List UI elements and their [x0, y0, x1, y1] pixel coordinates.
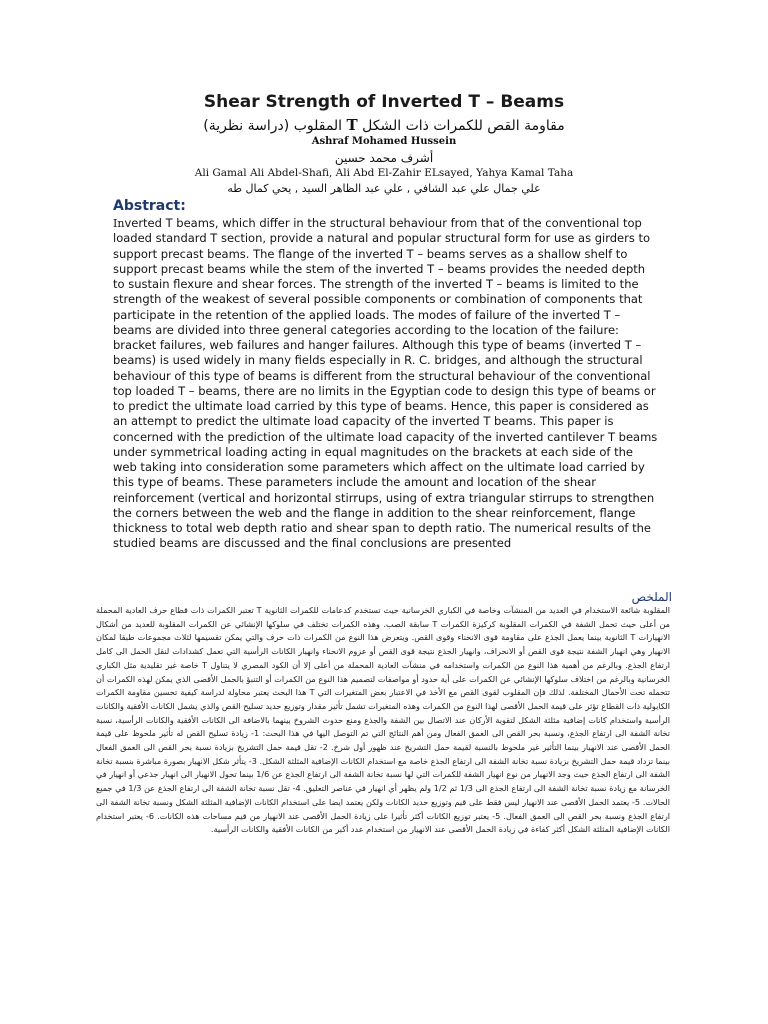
arabic-title-part-2: المقلوب (دراسة نظرية) — [203, 118, 343, 134]
abstract-heading: Abstract: — [113, 198, 186, 214]
author-arabic: أشرف محمد حسين — [334, 151, 434, 165]
abstract-dropcap: In — [113, 217, 125, 230]
paper-title: Shear Strength of Inverted T – Beams — [203, 92, 565, 112]
abstract-text: verted T beams, which differ in the structural behaviour from that of the conventional top loaded standard T section, provide a natural and popular structural form for use as girders to support precast beams. The flange of the inverted T – beams serves as a shallow shelf to support precast beams while the stem of the inverted T – beams provides the needed depth to sustain flexure and shear forces. The strength of the inverted T – beams is limited to the strength of the weakest of several possible components or combination of components that participate in the retention of the applied loads. The modes of failure of the inverted T – beams are divided into three general categories according to the location of the failure: bracket failures, web failures and hanger failures. Although this type of beams (inverted T – beams) is used widely in many fields especially in R. C. bridges, and although the structural behaviour of this type of beams is different from the structural behaviour of the conventional top loaded T – beams, there are no limits in the Egyptian code to design this type of beams or to predict the ultimate load carried by this type of beams. Hence, this paper is considered as an attempt to predict the ultimate load capacity of the inverted T beams. This paper is concerned with the prediction of the ultimate load capacity of the inverted cantilever T beams under symmetrical loading acting in equal magnitudes on the brackets at each side of the web taking into consideration some parameters which affect on the ultimate load carried by this type of beams. These parameters include the amount and location of the shear reinforcement (vertical and horizontal stirrups, using of extra triangular stirrups to strengthen the corners between the web and the flange in addition to the shear reinforcement, flange thickness to total web depth ratio and shear span to depth ratio. The numerical results of the studied beams are discussed and the final conclusions are presented — [113, 216, 658, 551]
arabic-title-letter: T — [346, 116, 358, 134]
coauthors-arabic: علي جمال علي عبد الشافي , علي عبد الظاهر السيد , يحي كمال طه — [227, 182, 541, 195]
arabic-title-part-1: مقاومة القص للكمرات ذات الشكل — [362, 118, 565, 134]
coauthors-english: Ali Gamal Ali Abdel-Shafi, Ali Abd El-Zahir ELsayed, Yahya Kamal Taha — [194, 167, 574, 179]
arabic-title — [0, 116, 768, 134]
arabic-abstract-heading: الملخص — [631, 590, 672, 604]
abstract-body — [113, 216, 659, 552]
author-english: Ashraf Mohamed Hussein — [311, 136, 457, 147]
arabic-abstract-body: المقلوبة شائعة الاستخدام في العديد من المنشآت وخاصة في الكباري الخرسانية حيث تستخدم كدعامات للكمرات الثانوية T تعتبر الكمرات ذات قطاع حرف العادية المحملة من أعلى حيث تحمل الشفة في الكمرات المقلوبة كركيزة الكمرات T سابقة الصب. وهذه الكمرات تختلف في سلوكها الإنشائي عن الكمرات المقلوبة للعديد من أشكال الانهيارات T الثانوية بينما يعمل الجذع على مقاومة قوى الانحناء وقوى القص. ويتعرض هذا النوع من الكمرات ذات حرف والتي يمكن تقسيمها لثلاث مجموعات طبقا لمكان الانهيار وهي انهيار الشفة نتيجة قوى القص أو الانحراف، وانهيار الجذع نتيجة قوى القص أو عزوم الانحناء وانهيار الكانات الرأسية التي تعمل كشدادات لنقل الحمل الى كامل ارتفاع الجذع. وبالرغم من أهمية هذا النوع من الكمرات واستخدامه في منشآت العادية المحملة من أعلى إلا أن الكود المصري لا يتناول T خاصة غير تقليدية مثل الكباري الخرسانية وبالرغم من اختلاف سلوكها الإنشائي عن الكمرات على أية حدود أو مواصفات لتصميم هذا النوع من الكمرات أو التنبؤ بالحمل الأقصى الذي يمكن لهذه الكمرات أن تتحمله تحت الأحمال المختلفة. لذلك فإن المقلوب لقوى القص مع الأخذ في الاعتبار بعض المتغيرات التي T هذا البحث يعتبر محاولة لدراسة كيفية تحسين مقاومة الكمرات الكابولية ذات القطاع تؤثر على قيمة الحمل الأقصى لهذا النوع من الكمرات وهذه المتغيرات تشمل تأثير مقدار وتوزيع حديد تسليح القص والذي يشمل الكانات الأفقية والكانات الرأسية واستخدام كانات إضافية مثلثة الشكل لتقوية الأركان عند الاتصال بين الشفة والجذع ومنع حدوث الشروخ بينهما بالاضافة الى الكانات الأفقية والكانات الرأسية، نسبة تخانة الشفة الى ارتفاع الجذع، ونسبة بحر القص الى العمق الفعال ومن أهم النتائج التي تم التوصل اليها في هذا البحث: 1- زيادة تسليح القص له تأثير ملحوظ على قيمة الحمل الأقصى عند الانهيار بينما التأثير غير ملحوظ بالنسبة لقيمة حمل التشريخ عند ظهور أول شرخ. 2- تقل قيمة حمل التشريخ بزيادة نسبة بحر القص الى العمق الفعال بينما تزداد قيمة حمل التشريخ بزيادة نسبة تخانة الشفة الى ارتفاع الجذع خاصة مع استخدام الكانات الإضافية المثلثة الشكل. 3- يتأثر شكل الانهيار بصورة مباشرة بنسبة تخانة الشفة الى ارتفاع الجذع حيث وجد الانهيار من نوع انهيار الشفة للكمرات التي لها نسبة تخانة الشفة الى ارتفاع الجذع عن 1/6 بينما تحول الانهيار الى انهيار جذعي أو انهيار في الخرسانة مع زيادة نسبة تخانة الشفة الى ارتفاع الجذع الى 1/3 ثم 1/2 ولم يظهر أي انهيار في عناصر التعليق. 4- تقل نسبة تخانة الشفة الى ارتفاع الجذع عن 1/3 في جميع الحالات. 5- يعتمد الحمل الأقصى عند الانهيار ليس فقط على قيم وتوزيع حديد الكانات ولكن يعتمد ايضا على استخدام الكانات الإضافية المثلثة الشكل ونسبة تخانة الشفة الى ارتفاع الجذع ونسبة بحر القص الى العمق الفعال. 5- يعتبر توزيع الكانات أكثر تأثيرا على زيادة الحمل الأقصى عند الانهيار من قيم مساحات هذه الكانات. 6- يعتبر استخدام الكانات الإضافية المثلثة الشكل أكثر كفاءة في زيادة الحمل الأقصى عند الانهيار من استخدام عدد أكبر من الكانات الأفقية والكانات الرأسية. — [96, 605, 671, 835]
